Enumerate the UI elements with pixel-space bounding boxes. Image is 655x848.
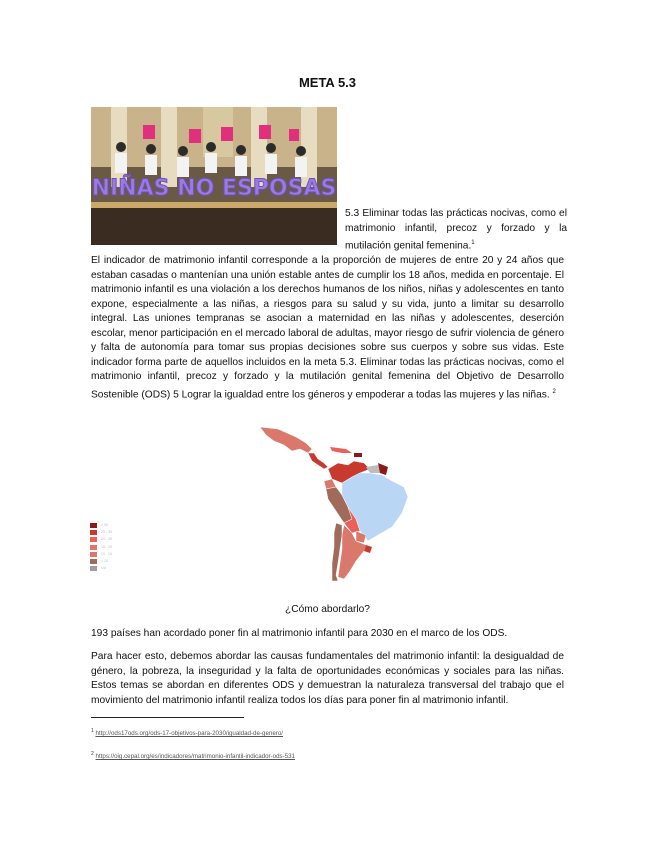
legend-item xyxy=(90,522,112,529)
footnote-1 xyxy=(91,728,283,737)
legend-label: 10 - 15 xyxy=(101,551,112,556)
protest-photo xyxy=(91,107,337,245)
protest-photo-illustration xyxy=(91,107,337,245)
footnote-2 xyxy=(91,751,295,760)
footnote-number-1: 1 xyxy=(91,728,94,734)
map-legend xyxy=(90,522,112,572)
legend-swatch xyxy=(90,545,97,550)
legend-label: > 30 xyxy=(101,523,108,528)
paragraph-agreement: 193 países han acordado poner fin al matrimonio infantil para 2030 en el marco de los ODS. xyxy=(91,628,508,639)
footnote-ref-2: 2 xyxy=(552,388,556,395)
page-title: META 5.3 xyxy=(298,75,357,90)
legend-label: 25 - 30 xyxy=(101,530,112,535)
central-america-region xyxy=(308,453,328,469)
legend-item xyxy=(90,536,112,543)
caribbean-region-2 xyxy=(354,453,362,457)
footnote-divider xyxy=(91,717,244,718)
legend-item xyxy=(90,551,112,558)
goal-statement: 5.3 Eliminar todas las prácticas nocivas, como el matrimonio infantil, precoz y forzado y la mutilación genital femenina.$^1$ xyxy=(345,208,567,252)
suriname-region xyxy=(378,463,388,475)
legend-swatch xyxy=(90,559,97,564)
legend-swatch xyxy=(90,552,97,557)
legend-label: 20 - 25 xyxy=(101,537,112,542)
legend-label: 15 - 20 xyxy=(101,544,112,549)
map-graphic xyxy=(256,423,421,583)
legend-swatch xyxy=(90,566,97,571)
footnote-link-2[interactable]: https://oig.cepal.org/es/indicadores/matrimonio-infantil-indicador-ods-531 xyxy=(95,753,295,761)
caribbean-region xyxy=(330,447,352,453)
body-paragraph: El indicador de matrimonio infantil corresponde a la proporción de mujeres de entre 20 y 24 años que estaban casadas o mantenían una unión estable antes de cumplir los 18 años, medida en porcentaje. El matrimonio infantil es una violación a los derechos humanos de los niños, niñas y adolescentes en tanto expone, especialmente a las niñas, a riesgos para su salud y su vida, junto a limitar su desarrollo integral. Las uniones tempranas se asocian a maternidad en las niñas y adolescentes, deserción escolar, menor participación en el mercado laboral de adultas, mayor riesgo de sufrir violencia de género y falta de autonomía para tomar sus propias decisiones sobre sus cuerpos y sobre sus vidas. Este indicador forma parte de aquellos incluidos en la meta 5.3. Eliminar todas las prácticas nocivas, como el matrimonio infantil, precoz y forzado y la mutilación genital femenina del Objetivo de Desarrollo Sostenible (ODS) 5 Lograr la igualdad entre los géneros y empoderar a todas las mujeres y las niñas. $^2$ xyxy=(91,255,564,400)
mexico-region xyxy=(260,427,312,453)
legend-swatch xyxy=(90,523,97,528)
legend-item xyxy=(90,565,112,572)
legend-label: < 10 xyxy=(101,559,108,564)
footnote-number-2: 2 xyxy=(91,751,94,757)
footnote-ref-1: 1 xyxy=(471,240,475,246)
legend-item xyxy=(90,529,112,536)
legend-swatch xyxy=(90,530,97,535)
legend-item xyxy=(90,544,112,551)
legend-item xyxy=(90,558,112,565)
legend-label: s/d xyxy=(101,566,106,571)
latin-america-map xyxy=(256,423,421,583)
legend-swatch xyxy=(90,537,97,542)
footnote-link-1[interactable]: http://ods17ods.org/ods-17-objetivos-para-2030/igualdad-de-genero/ xyxy=(95,730,283,738)
paragraph-approach: Para hacer esto, debemos abordar las causas fundamentales del matrimonio infantil: la desigualdad de género, la pobreza, la inseguridad y la falta de oportunidades económicas y sociales para las niñas. Estos temas se abordan en diferentes ODS y demuestran la naturaleza transversal del trabajo que el movimiento del matrimonio infantil realiza todos los días para poner fin al matrimonio infantil. xyxy=(91,651,564,706)
banner-text: NIÑAS NO ESPOSAS xyxy=(91,176,337,201)
section-heading: ¿Cómo abordarlo? xyxy=(285,604,370,615)
